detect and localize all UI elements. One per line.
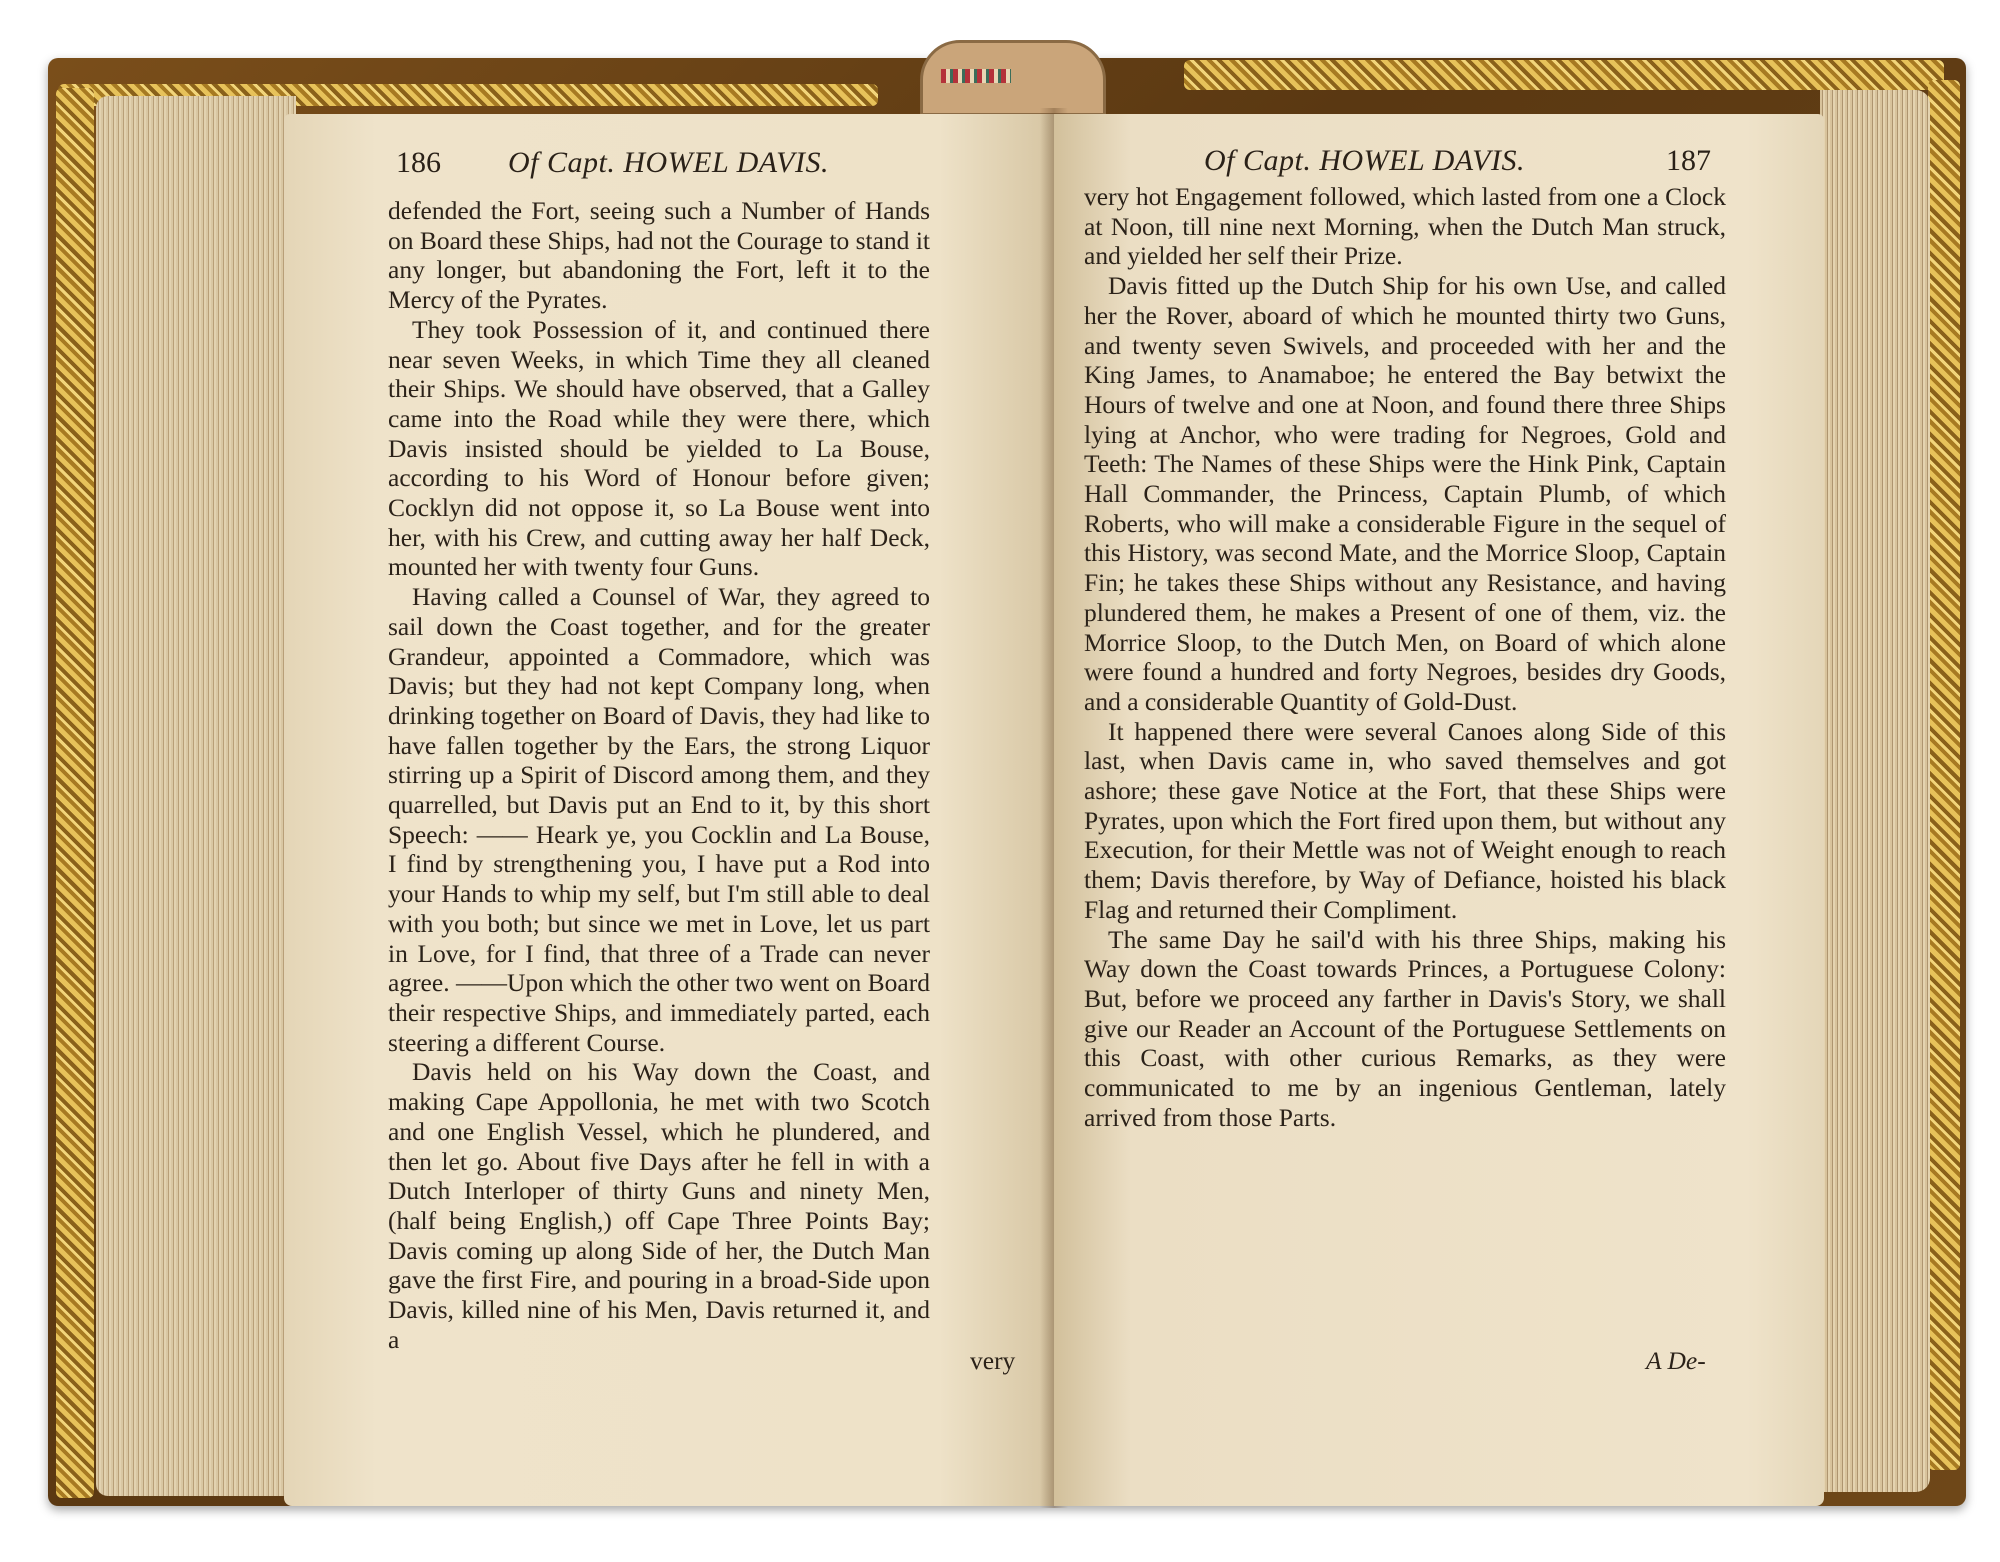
gilt-border-right	[1928, 80, 1960, 1470]
left-paragraph-2: They took Possession of it, and continued there near seven Weeks, in which Time they all cleaned their Ships. We should have observed, that a Galley came into the Road while they were there, which Davis insisted should be yielded to La Bouse, according to his Word of Honour before given; Cocklyn did not oppose it, so La Bouse went into her, with his Crew, and cutting away her half Deck, mounted her with twenty four Guns.	[388, 314, 930, 582]
page-edges-right	[1820, 90, 1930, 1492]
right-catchword: A De-	[1646, 1346, 1706, 1375]
right-paragraph-3: It happened there were several Canoes along Side of this last, when Davis came in, who saved themselves and got ashore; these gave Notice at the Fort, that these Ships were Pyrates, upon which the Fort fired upon them, but without any Execution, for their Mettle was not of Weight enough to reach them; Davis therefore, by Way of Defiance, hoisted his black Flag and returned their Compliment.	[1084, 716, 1726, 924]
left-page	[284, 114, 1054, 1506]
headband-stitching	[941, 69, 1011, 83]
right-paragraph-1: very hot Engagement followed, which lasted from one a Clock at Noon, till nine next Morning, when the Dutch Man struck, and yielded her self their Prize.	[1084, 182, 1726, 271]
page-edges-left	[96, 96, 296, 1496]
left-page-text	[388, 196, 930, 1354]
left-paragraph-3: Having called a Counsel of War, they agreed to sail down the Coast together, and for the greater Grandeur, appointed a Commadore, which was Davis; but they had not kept Company long, when drinking together on Board of Davis, they had like to have fallen together by the Ears, the strong Liquor stirring up a Spirit of Discord among them, and they quarrelled, but Davis put an End to it, by this short Speech: —— Heark ye, you Cocklin and La Bouse, I find by strengthening you, I have put a Rod into your Hands to whip my self, but I'm still able to deal with you both; but since we met in Love, let us part in Love, for I find, that three of a Trade can never agree. ——Upon which the other two went on Board their respective Ships, and immediately parted, each steering a different Course.	[388, 582, 930, 1057]
left-catchword: very	[970, 1346, 1016, 1375]
gilt-border-left	[56, 88, 94, 1498]
left-page-number: 186	[396, 146, 441, 179]
right-paragraph-2: Davis fitted up the Dutch Ship for his own Use, and called her the Rover, aboard of which he mounted thirty two Guns, and twenty seven Swivels, and proceeded with her and the King James, to Anamaboe; he entered the Bay betwixt the Hours of twelve and one at Noon, and found there three Ships lying at Anchor, who were trading for Negroes, Gold and Teeth: The Names of these Ships were the Hink Pink, Captain Hall Commander, the Princess, Captain Plumb, of which Roberts, who will make a considerable Figure in the sequel of this History, was second Mate, and the Morrice Sloop, Captain Fin; he takes these Ships without any Resistance, and having plundered them, he makes a Present of one of them, viz. the Morrice Sloop, to the Dutch Men, on Board of which alone were found a hundred and forty Negroes, besides dry Goods, and a considerable Quantity of Gold-Dust.	[1084, 271, 1726, 716]
left-paragraph-1: defended the Fort, seeing such a Number of Hands on Board these Ships, had not the Courage to stand it any longer, but abandoning the Fort, left it to the Mercy of the Pyrates.	[388, 196, 930, 315]
right-page-text	[1084, 182, 1726, 1133]
book-spine-headband	[920, 40, 1106, 116]
right-paragraph-4: The same Day he sail'd with his three Ships, making his Way down the Coast towards Princes, a Portuguese Colony: But, before we proceed any farther in Davis's Story, we shall give our Reader an Account of the Portuguese Settlements on this Coast, with other curious Remarks, as they were communicated to me by an ingenious Gentleman, lately arrived from those Parts.	[1084, 924, 1726, 1132]
right-running-title: Of Capt. HOWEL DAVIS.	[1204, 144, 1525, 177]
left-paragraph-4: Davis held on his Way down the Coast, and making Cape Appollonia, he met with two Scotch and one English Vessel, which he plundered, and then let go. About five Days after he fell in with a Dutch Interloper of thirty Guns and ninety Men, (half being English,) off Cape Three Points Bay; Davis coming up along Side of her, the Dutch Man gave the first Fire, and pouring in a broad-Side upon Davis, killed nine of his Men, Davis returned it, and a	[388, 1057, 930, 1354]
gilt-border-top-right	[1184, 60, 1944, 90]
right-page-number: 187	[1666, 144, 1711, 177]
right-page	[1054, 114, 1824, 1506]
left-running-title: Of Capt. HOWEL DAVIS.	[508, 146, 829, 179]
